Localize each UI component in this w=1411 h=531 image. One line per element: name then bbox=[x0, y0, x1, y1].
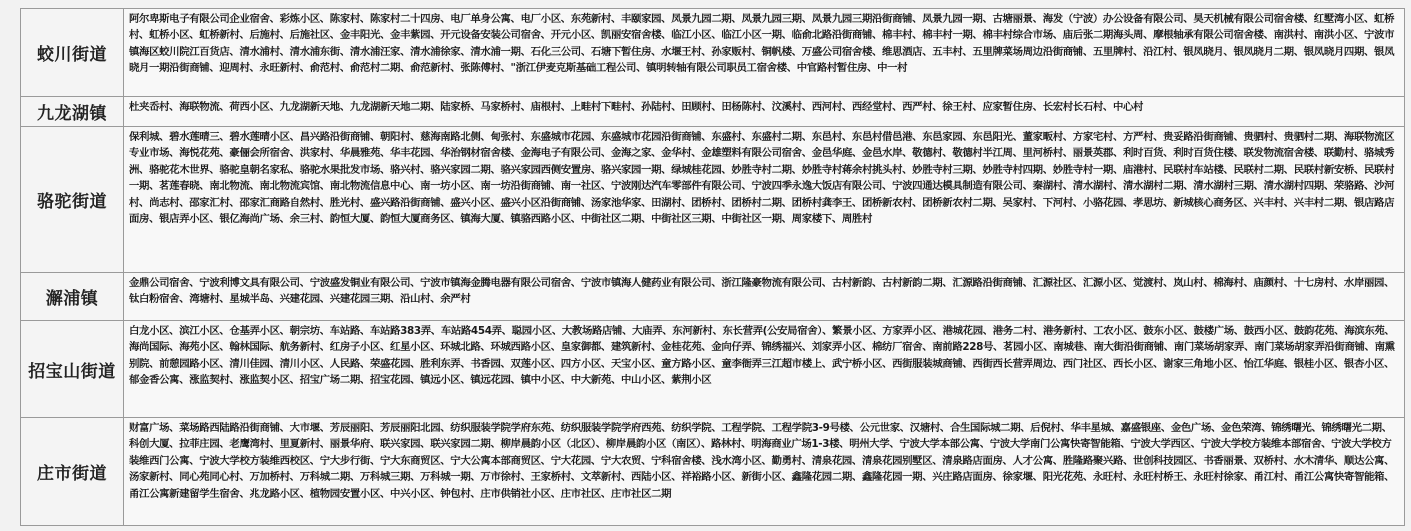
street-label-jiaochuan bbox=[21, 9, 124, 97]
street-label-xiepu bbox=[21, 273, 124, 321]
areas-list: 阿尔卑斯电子有限公司企业宿舍、彩炼小区、陈家村、陈家村二十四房、电厂单身公寓、电厂小区、东苑新村、丰颐家园、凤景九园二期、凤景九园三期、凤景九园三期沿街商铺、凤景九园一期、古塘丽景、海发（宁波）办公设备有限公司、昊天机械有限公司宿舍楼、红墅湾小区、虹桥村、虹桥小区、虹桥新村、后施村、后施社区、金丰阳光、金丰紫园、开元设备安装公司宿舍、开元小区、凯丽安宿舍楼、临江小区、临江小区一期、临俞北路沿街商铺、棉丰村、棉丰村一期、棉丰村综合市场、庙后张二期海头周、摩根轴承有限公司宿舍楼、南洪村、南洪小区、宁波市镇海区蛟川院江百货店、清水浦村、清水浦东街、清水浦汪家、清水浦徐家、清水浦一期、石化三公司、石塘下暂住房、水堰王村、孙家贩村、铜帆楼、万盛公司宿舍楼、维思酒店、五丰村、五里牌菜场周边沿街商铺、五里牌村、沿江村、银凤晓月、银凤晓月二期、银凤晓月四期、银凤晓月一期沿街商铺、迎周村、永旺新村、俞范村、俞范村二期、俞范新村、张陈傅村、"浙江伊麦克斯基础工程公司、镇明转轴有限公司职员工宿舍楼、中官路村暂住房、中一村 bbox=[129, 13, 1395, 75]
street-label-luotuo bbox=[21, 127, 124, 273]
areas-cell-zhaobaoshan bbox=[124, 321, 1405, 418]
district-table bbox=[20, 8, 1405, 526]
areas-list: 财富广场、菜场路西陆路沿街商铺、大市堰、芳辰丽阳、芳辰丽阳北园、纺织服装学院学府东苑、纺织服装学院学府西苑、纺织学院、工程学院、工程学院3-9号楼、公元世家、汉塘村、合生国际城二期、后倪村、华丰星城、嘉盛银座、金色广场、金色荣湾、锦绣曙光、锦绣曙光二期、科创大厦、拉菲庄园、老鹰湾村、里夏新村、丽景华府、联兴家园、联兴家园二期、柳岸晨韵小区（北区）、柳岸晨韵小区（南区）、路林村、明海商业广场1-3楼、明州大学、宁波大学本部公寓、宁波大学南门公寓快寄智能箱、宁波大学西区、宁波大学校方装维本部宿舍、宁波大学校方装维西门公寓、宁波大学校方装维西校区、宁大步行街、宁大东商贸区、宁大公寓本部商贸区、宁大花园、宁大农贸、宁科宿舍楼、浅水湾小区、勤勇村、清泉花园、清泉花园别墅区、清泉路店面房、人才公寓、胜隆路聚兴路、世创科技园区、书香丽景、双桥村、水木清华、顺达公寓、汤家新村、同心苑同心村、万加桥村、万科城二期、万科城三期、万科城一期、万市徐村、王家桥村、文萃新村、西陆小区、祥裕路小区、新街小区、鑫隆花园二期、鑫隆花园一期、兴庄路店面房、徐家堰、阳光花苑、永旺村、永旺村桥王、永旺村徐家、甬江村、甬江公寓快寄智能箱、甬江公寓新建留学生宿舍、兆龙路小区、植物园安置小区、中兴小区、钟包村、庄市供销社小区、庄市社区、庄市社区二期 bbox=[129, 422, 1395, 500]
areas-cell-luotuo bbox=[124, 127, 1405, 273]
street-name: 澥浦镇 bbox=[45, 289, 99, 309]
street-label-zhuangshi bbox=[21, 418, 124, 526]
areas-cell-zhuangshi bbox=[124, 418, 1405, 526]
street-name: 骆驼街道 bbox=[37, 192, 107, 212]
street-name: 九龙湖镇 bbox=[37, 104, 107, 124]
areas-cell-xiepu bbox=[124, 273, 1405, 321]
street-name: 招宝山街道 bbox=[28, 361, 116, 382]
areas-cell-jiaochuan bbox=[124, 9, 1405, 97]
street-label-jiulonghu bbox=[21, 97, 124, 127]
areas-list: 白龙小区、滨江小区、仓基弄小区、朝宗坊、车站路、车站路383弄、车站路454弄、聪园小区、大教场路店铺、大庙弄、东河新村、东长营弄(公安局宿舍）、繁景小区、方家弄小区、港城花园、港务二村、港务新村、工农小区、鼓东小区、鼓楼广场、鼓西小区、鼓韵花苑、海滨东苑、海尚国际、海苑小区、翰林国际、航务新村、红房子小区、红星小区、环城北路、环城西路小区、皇家御都、建筑新村、金桂花苑、金向仔弄、锦绣福兴、刘家弄小区、棉纺厂宿舍、南前路228号、茗园小区、南城巷、南大街沿街商铺、南门菜场胡家弄、南门菜场胡家弄沿街商铺、南熏别院、前憩园路小区、清川佳园、清川小区、人民路、荣盛花园、胜利东弄、书香园、双莲小区、四方小区、天宝小区、童方路小区、童李衙弄三江超市楼上、武宁桥小区、西街服装城商铺、西街西长营弄周边、西门社区、西长小区、谢家三角地小区、怡江华庭、银桂小区、银杏小区、郁金香公寓、涨监契村、涨监契小区、招宝广场二期、招宝花园、镇远小区、镇远花园、镇中小区、中大新苑、中山小区、紫荆小区 bbox=[129, 325, 1395, 387]
street-name: 庄市街道 bbox=[37, 464, 107, 484]
areas-list: 金鼎公司宿舍、宁波利博文具有限公司、宁波盛发铜业有限公司、宁波市镇海金腾电器有限公司宿舍、宁波市镇海人健药业有限公司、浙江隆豪物流有限公司、古村新韵、古村新韵二期、汇源路沿街商铺、汇源社区、汇源小区、觉渡村、岚山村、棉海村、庙颜村、十七房村、水岸丽园、钛白粉宿舍、湾塘村、星城半岛、兴建花园、兴建花园三期、沿山村、余严村 bbox=[129, 277, 1395, 306]
areas-cell-jiulonghu bbox=[124, 97, 1405, 127]
areas-list: 杜夹岙村、海联物流、荷西小区、九龙湖新天地、九龙湖新天地二期、陆家桥、马家桥村、庙根村、上畦村下畦村、孙陆村、田顾村、田杨陈村、汶溪村、西河村、西经堂村、西严村、徐王村、应家暂住房、长宏村长石村、中心村 bbox=[129, 101, 1144, 113]
street-label-zhaobaoshan bbox=[21, 321, 124, 418]
areas-list: 保利城、碧水莲晴三、碧水莲晴小区、昌兴路沿街商铺、朝阳村、慈海南路北侧、甸张村、东盛城市花园、东盛城市花园沿街商铺、东盛村、东盛村二期、东邑村、东邑村借邑港、东邑家园、东邑阳光、董家畈村、方家宅村、方严村、贵妥路沿街商铺、贵驷村、贵驷村二期、海联物流区专业市场、海悦花苑、豪俪会所宿舍、洪家村、华晨雅苑、华丰花园、华治钢材宿舍楼、金海电子有限公司、金海之家、金华村、金雄塑料有限公司宿舍、金邑华庭、金邑水岸、敬德村、敬德村半江周、里河桥村、丽景英郡、利时百货、利时百货住楼、联发物流宿舍楼、联勤村、骆城秀洲、骆驼花木世界、骆驼皇朝名家私、骆驼水果批发市场、骆兴村、骆兴家园二期、骆兴家园西侧安置房、骆兴家园一期、绿城桂花园、妙胜寺村二期、妙胜寺村蒋余村挑头村、妙胜寺村三期、妙胜寺村四期、妙胜寺村一期、庙港村、民联村车站楼、民联村二期、民联村新安桥、民联村一期、茗莲春晓、南北物流、南北物流宾馆、南北物流信息中心、南一坊小区、南一坊沿街商铺、南一社区、宁波刚达汽车零部件有限公司、宁波四季永逸大饭店有限公司、宁波四通达模具制造有限公司、秦湖村、清水湖村、清水湖村二期、清水湖村三期、清水湖村四期、荣骆路、沙河村、尚志村、邵家汇村、邵家汇商路自然村、胜光村、盛兴路沿街商铺、盛兴小区、盛兴小区沿街商铺、汤家池华家、田湖村、团桥村、团桥村二期、团桥村龚李王、团桥新农村、团桥新农村二期、吴家村、下河村、小骆花园、孝思坊、新城核心商务区、兴丰村、兴丰村二期、银店路店面房、银店弄小区、银亿海尚广场、余三村、韵恒大厦、韵恒大厦商务区、镇海大厦、镇骆西路小区、中街社区二期、中街社区三期、中街社区一期、周家楼下、周胜村 bbox=[129, 131, 1395, 226]
street-name: 蛟川街道 bbox=[37, 45, 107, 65]
